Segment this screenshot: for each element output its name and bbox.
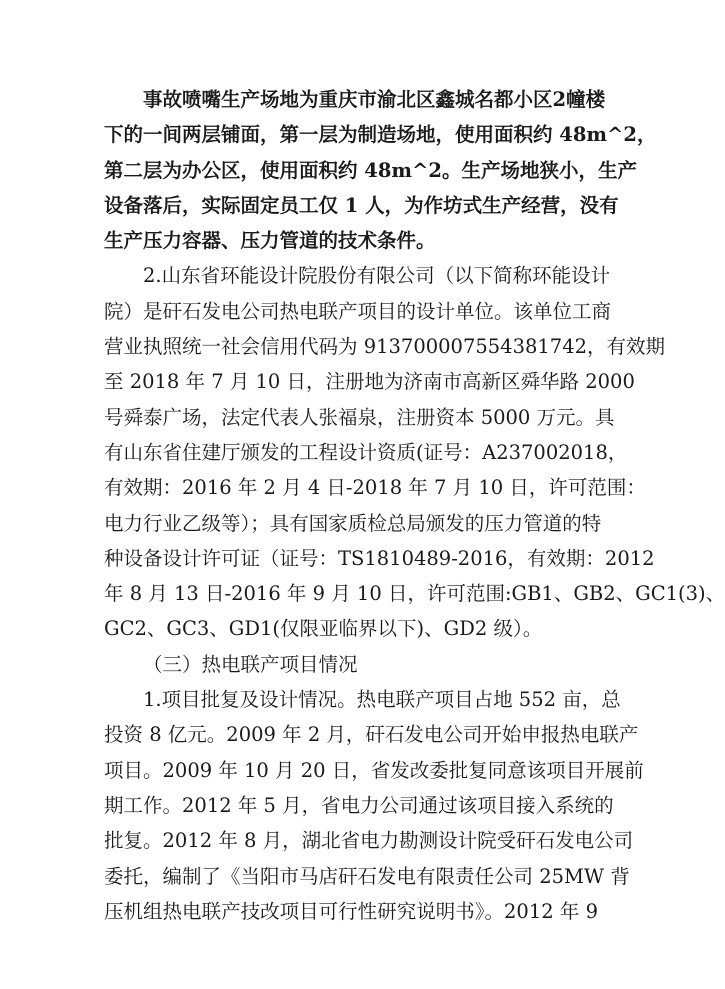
section-heading: （三）热电联产项目情况 bbox=[143, 652, 358, 676]
text-line: 有山东省住建厅颁发的工程设计资质(证号：A237002018， bbox=[104, 440, 628, 464]
text-line: 下的一间两层铺面，第一层为制造场地，使用面积约 48m^2， bbox=[104, 123, 657, 147]
text-line: 期工作。2012 年 5 月，省电力公司通过该项目接入系统的 bbox=[104, 793, 614, 817]
text-line: 院）是矸石发电公司热电联产项目的设计单位。该单位工商 bbox=[104, 299, 612, 323]
paragraph-design-institute bbox=[104, 258, 725, 646]
text-line: 事故喷嘴生产场地为重庆市渝北区鑫城名都小区2幢楼 bbox=[143, 88, 606, 111]
text-line: 至 2018 年 7 月 10 日，注册地为济南市高新区舜华路 2000 bbox=[104, 370, 635, 394]
text-line: 电力行业乙级等）；具有国家质检总局颁发的压力管道的特 bbox=[104, 511, 602, 535]
text-line: 1.项目批复及设计情况。热电联产项目占地 552 亩，总 bbox=[143, 688, 621, 712]
text-line: 种设备设计许可证（证号：TS1810489-2016，有效期：2012 bbox=[104, 546, 655, 570]
document-body bbox=[104, 82, 725, 929]
text-line: GC2、GC3、GD1(仅限亚临界以下)、GD2 级）。 bbox=[104, 617, 543, 641]
text-line: 批复。2012 年 8 月，湖北省电力勘测设计院受矸石发电公司 bbox=[104, 829, 634, 853]
text-line: 压机组热电联产技改项目可行性研究说明书》。2012 年 9 bbox=[104, 899, 598, 923]
text-line: 设备落后，实际固定员工仅 1 人，为作坊式生产经营，没有 bbox=[104, 193, 619, 217]
text-line: 年 8 月 13 日-2016 年 9 月 10 日，许可范围:GB1、GB2、GC1(3)、 bbox=[104, 582, 725, 606]
text-line: 委托，编制了《当阳市马店矸石发电有限责任公司 25MW 背 bbox=[104, 864, 630, 888]
text-line: 项目。2009 年 10 月 20 日，省发改委批复同意该项目开展前 bbox=[104, 758, 644, 782]
text-line: 第二层为办公区，使用面积约 48m^2。生产场地狭小，生产 bbox=[104, 158, 637, 182]
text-line: 生产压力容器、压力管道的技术条件。 bbox=[104, 229, 436, 253]
text-line: 营业执照统一社会信用代码为 91370000755438174​2，有效期 bbox=[104, 335, 666, 359]
text-line: 号舜泰广场，法定代表人张福泉，注册资本 5000 万元。具 bbox=[104, 405, 615, 429]
text-line: 2.山东省环能设计院股份有限公司（以下简称环能设计 bbox=[143, 264, 611, 288]
text-line: 投资 8 亿元。2009 年 2 月，矸石发电公司开始申报热电联产 bbox=[104, 723, 639, 747]
paragraph-project-approval bbox=[104, 682, 644, 929]
text-line: 有效期：2016 年 2 月 4 日-2018 年 7 月 10 日，许可范围： bbox=[104, 476, 646, 500]
paragraph-production-site bbox=[104, 82, 657, 258]
